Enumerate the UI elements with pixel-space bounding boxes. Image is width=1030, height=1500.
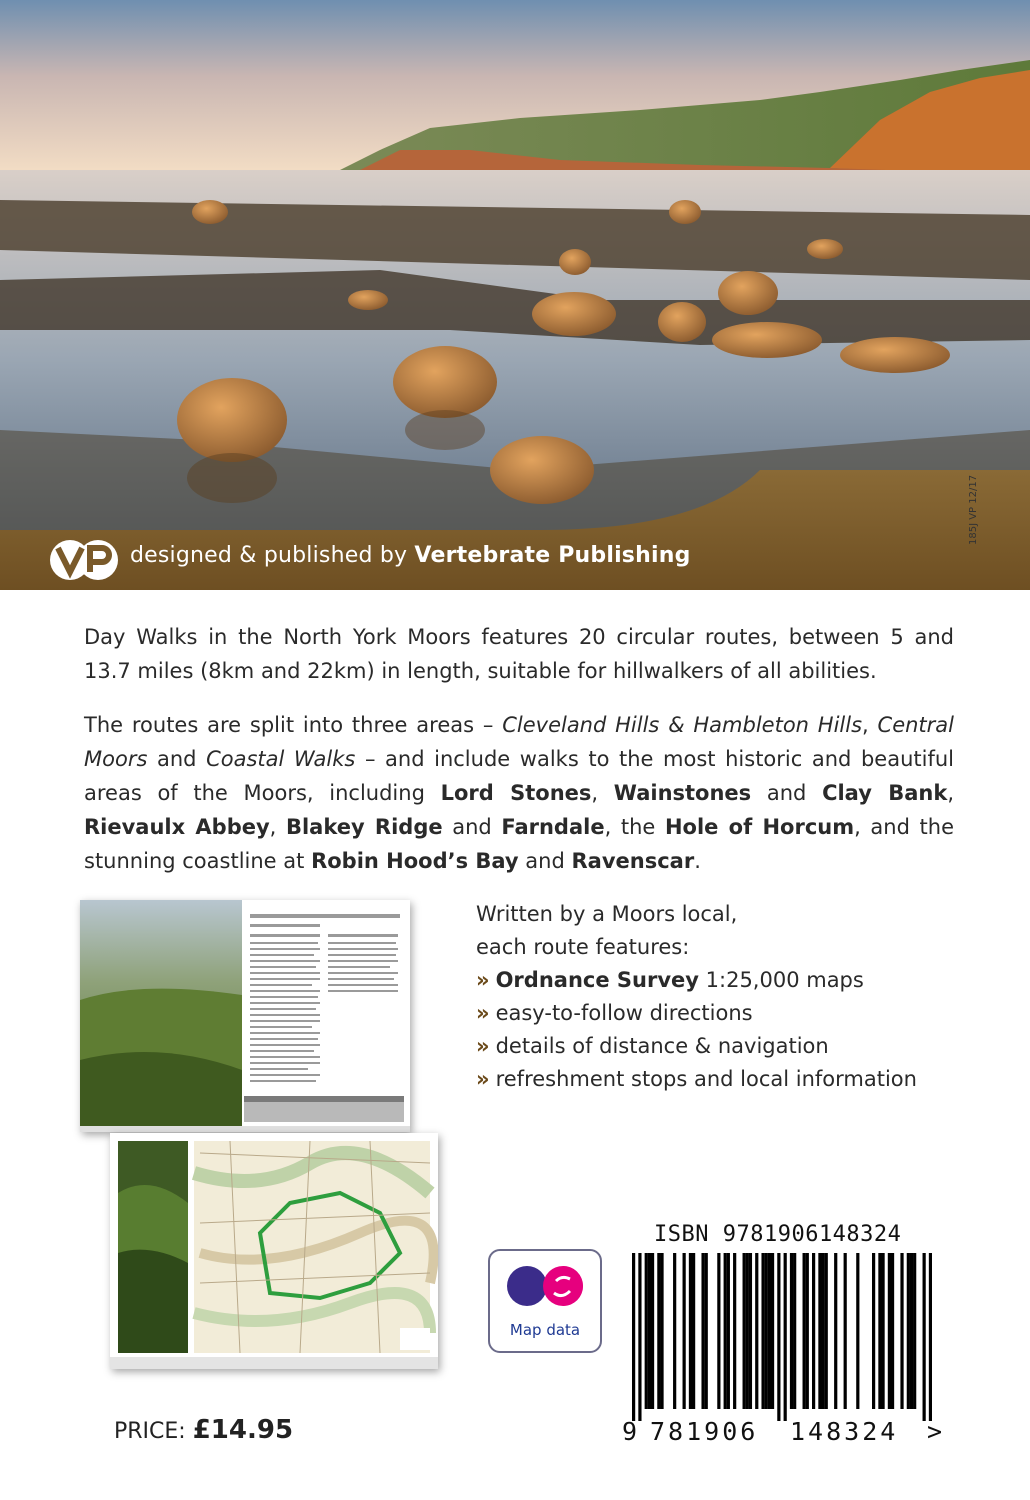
barcode-bar — [784, 1253, 787, 1421]
barcode-bar — [717, 1253, 720, 1409]
barcode-bar — [692, 1253, 695, 1409]
barcode-bar — [727, 1253, 730, 1409]
feature-item — [476, 1030, 946, 1063]
barcode-bar — [755, 1253, 758, 1409]
barcode-bar — [803, 1253, 806, 1409]
barcode-bar — [733, 1253, 736, 1409]
barcode-bar — [705, 1253, 708, 1409]
feature-item — [476, 997, 946, 1030]
barcode-bar — [761, 1253, 764, 1409]
area-coastal: Coastal Walks — [206, 747, 356, 771]
bullet-icon: » — [476, 1034, 490, 1058]
barcode-bar — [891, 1253, 894, 1409]
barcode-bar — [913, 1253, 916, 1409]
p2-end: stunning coastline at — [84, 849, 305, 873]
book-title: Day Walks in the North York Moors — [84, 625, 471, 649]
barcode-bar — [923, 1253, 926, 1421]
barcode-bar — [689, 1253, 692, 1409]
features-list — [476, 898, 946, 1096]
barcode-first-digit: 9 — [622, 1417, 638, 1446]
barcode-bar — [929, 1253, 932, 1421]
publisher-name: Vertebrate Publishing — [414, 543, 691, 568]
place-rievaulx: Rievaulx Abbey — [84, 815, 270, 839]
barcode-bar — [632, 1253, 635, 1421]
barcode-bar — [872, 1253, 875, 1409]
barcode-bar — [651, 1253, 654, 1409]
barcode-bar — [645, 1253, 648, 1409]
feature-text: refreshment stops and local information — [495, 1067, 917, 1091]
barcode-bar — [825, 1253, 828, 1409]
barcode-bar — [812, 1253, 815, 1409]
barcode-bar — [683, 1253, 686, 1409]
feature-item — [476, 964, 946, 997]
ordnance-survey-logo — [488, 1249, 602, 1353]
barcode-end-mark: > — [927, 1417, 943, 1446]
features-intro-line-2: each route features: — [476, 935, 690, 959]
os-logo-label: Map data — [509, 1321, 581, 1339]
barcode-bar — [806, 1253, 809, 1409]
sample-spread-route-page — [80, 900, 410, 1132]
barcode-bar — [793, 1253, 796, 1409]
barcode-bar — [771, 1253, 774, 1409]
barcode-bar — [834, 1253, 837, 1409]
barcode-bar — [844, 1253, 847, 1409]
barcode-bar — [818, 1253, 821, 1409]
p2-and: and — [156, 747, 197, 771]
barcode-bar — [790, 1253, 793, 1409]
barcode-bar — [900, 1253, 903, 1409]
barcode-bar — [660, 1253, 663, 1409]
publisher-credit-prefix: designed & published by — [130, 543, 408, 568]
barcode-bar — [648, 1253, 651, 1409]
feature-os-bold: Ordnance Survey — [495, 968, 699, 992]
description-paragraph-1 — [84, 620, 954, 688]
barcode-bar — [821, 1253, 824, 1409]
cover-photo — [0, 0, 1030, 590]
sample-spread-map-page — [110, 1133, 438, 1369]
vp-logo-mark — [48, 538, 120, 582]
place-ravenscar: Ravenscar — [571, 849, 695, 873]
bullet-icon: » — [476, 1067, 490, 1091]
description-paragraph-2: The routes are split into three areas – Cleveland Hills & Hambleton Hills, Central Moors and Coastal Walks – and include walks to the most historic and beautiful areas of the Moors, including Lord Stones, Wainstones and Clay Bank, Rievaulx Abbey, Blakey Ridge and Farndale, the Hole of Horcum, and the stunning coastline at Robin Hood’s Bay and Ravenscar. — [84, 713, 954, 873]
publisher-credit — [130, 543, 691, 568]
vp-logo — [48, 538, 120, 582]
p2-intro: The routes are split into three areas – — [84, 713, 494, 737]
barcode-bar — [724, 1253, 727, 1409]
barcode-bar — [701, 1253, 704, 1409]
barcode-bar — [749, 1253, 752, 1409]
os-mark-icon — [490, 1251, 600, 1321]
barcode-bar — [638, 1253, 641, 1421]
price — [114, 1415, 293, 1445]
barcode-bar — [768, 1253, 771, 1409]
feature-text: details of distance & navigation — [495, 1034, 829, 1058]
barcode-bar — [673, 1253, 676, 1409]
barcode-bar — [657, 1253, 660, 1409]
feature-item — [476, 1063, 946, 1096]
barcode-bar — [856, 1253, 859, 1409]
barcode-bar — [777, 1253, 780, 1421]
features-bullets — [476, 964, 946, 1096]
spine-code: 185J VP 12/17 — [968, 474, 979, 545]
barcode-bar — [878, 1253, 881, 1409]
description-p1-text: features 20 circular routes, between 5 and 13.7 miles (8km and 22km) in length, suitable for hillwalkers of all abilities. — [84, 625, 954, 683]
barcode-group-2: 148324 — [790, 1417, 899, 1446]
price-value: £14.95 — [192, 1415, 294, 1445]
map-page-thumbnail — [110, 1133, 438, 1369]
bullet-icon: » — [476, 1001, 490, 1025]
barcode-bar — [888, 1253, 891, 1409]
barcode-bar — [907, 1253, 910, 1409]
place-horcum: Hole of Horcum — [664, 815, 855, 839]
place-robin-hoods-bay: Robin Hood’s Bay — [311, 849, 519, 873]
place-blakey: Blakey Ridge — [285, 815, 443, 839]
isbn-text: ISBN 9781906148324 — [654, 1222, 902, 1247]
barcode-graphic — [632, 1253, 932, 1421]
price-label: PRICE: — [114, 1419, 186, 1444]
route-page-thumbnail — [80, 900, 410, 1132]
coastline-photo — [0, 0, 1030, 590]
features-intro-line-1: Written by a Moors local, — [476, 902, 738, 926]
feature-text: easy-to-follow directions — [495, 1001, 753, 1025]
bullet-icon: » — [476, 968, 490, 992]
place-lord-stones: Lord Stones — [440, 781, 592, 805]
barcode-bar — [765, 1253, 768, 1409]
barcode-group-1: 781906 — [650, 1417, 759, 1446]
p2-middle: – and include walks to the most historic and beautiful areas of the Moors, including — [84, 747, 954, 805]
area-cleveland: Cleveland Hills & Hambleton Hills — [502, 713, 863, 737]
place-farndale: Farndale — [501, 815, 605, 839]
barcode-bar — [746, 1253, 749, 1409]
place-wainstones: Wainstones — [613, 781, 752, 805]
feature-os-rest: 1:25,000 maps — [705, 968, 864, 992]
barcode-bar — [743, 1253, 746, 1409]
barcode-bar — [881, 1253, 884, 1409]
barcode-bar — [910, 1253, 913, 1409]
area-central: Central Moors — [84, 713, 954, 771]
place-clay-bank: Clay Bank — [822, 781, 948, 805]
